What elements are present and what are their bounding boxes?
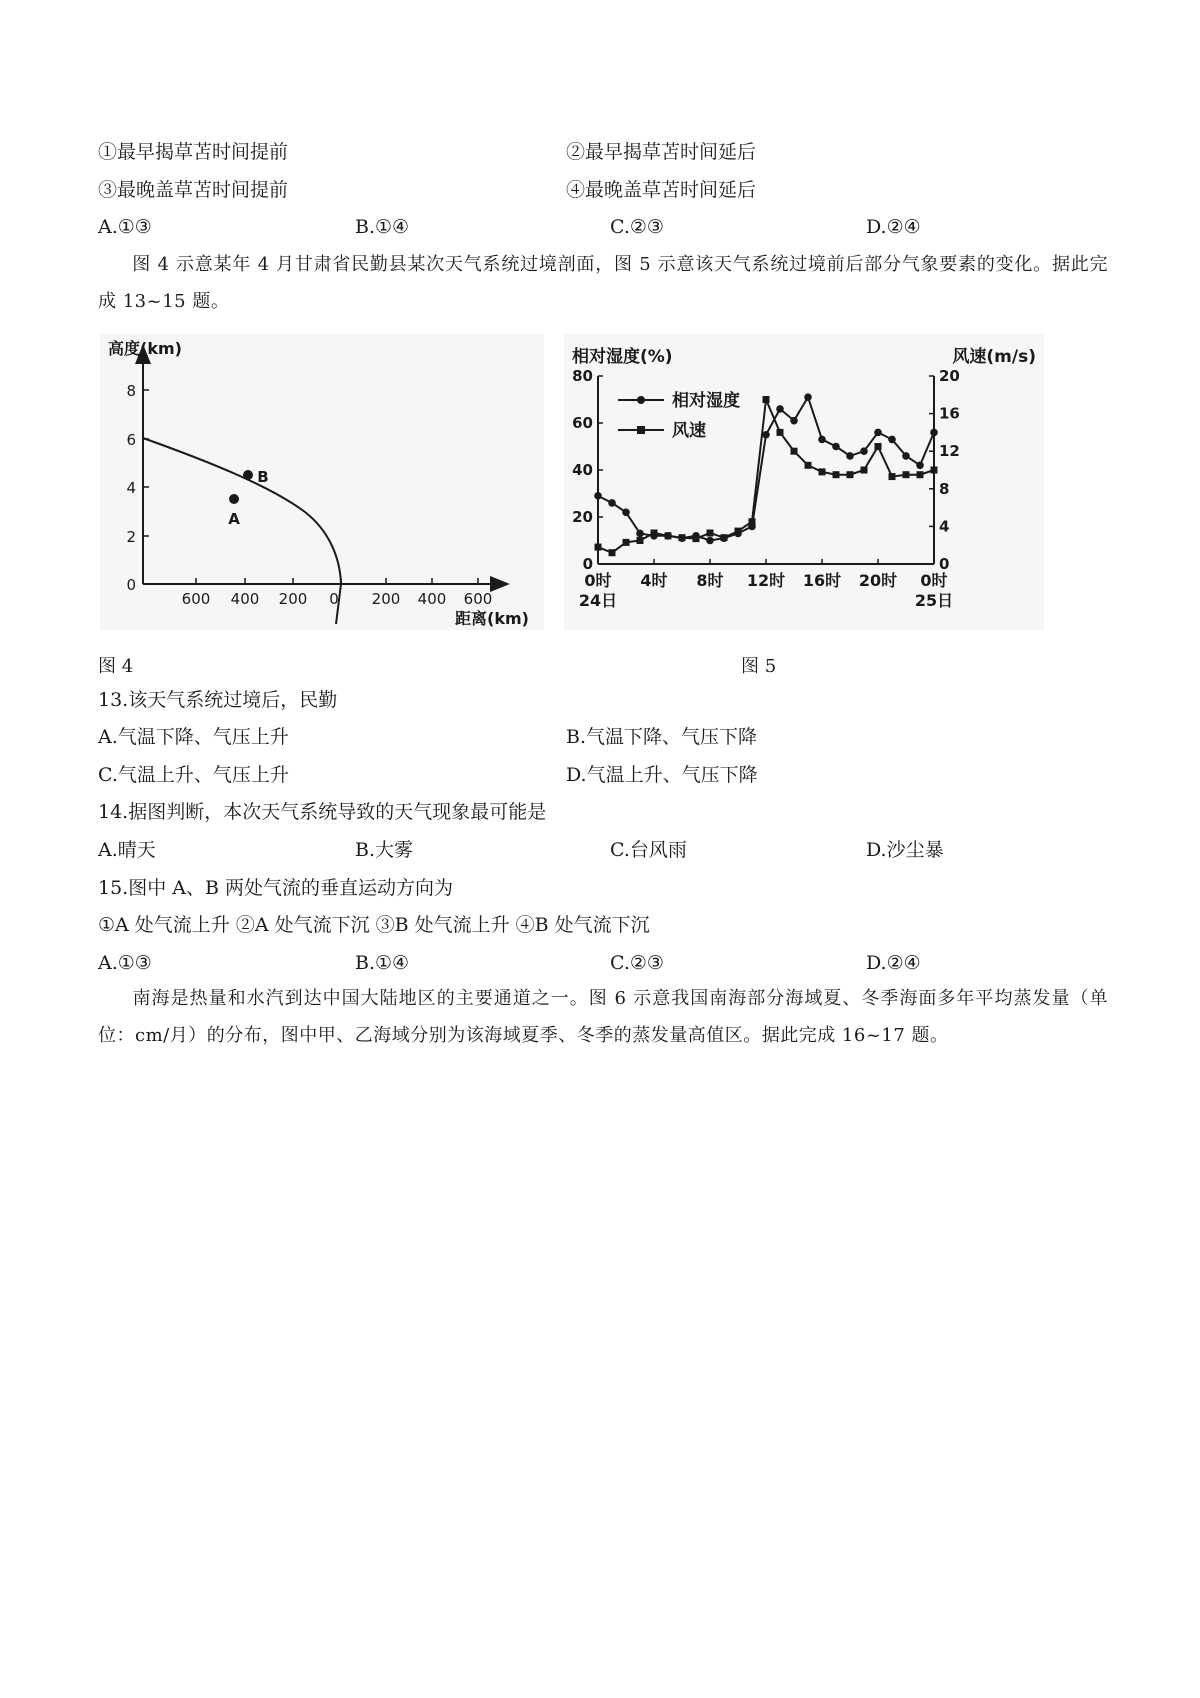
q12-option-4: ④最晚盖草苫时间延后	[566, 179, 757, 201]
q15-sub-options: ①A 处气流上升 ②A 处气流下沉 ③B 处气流上升 ④B 处气流下沉	[98, 914, 650, 936]
q13-option-d: D.气温上升、气压下降	[566, 764, 758, 786]
fig5-left-tick-label: 40	[572, 461, 593, 479]
fig4-xtick-600-left: 600	[181, 590, 211, 608]
fig5-left-tick-label: 60	[572, 414, 593, 432]
intro-13-15-text: 图 4 示意某年 4 月甘肃省民勤县某次天气系统过境剖面，图 5 示意该天气系统过境前后部分气象要素的变化。据此完成 13~15 题。	[98, 254, 1108, 312]
fig4-ylabel: 高度(km)	[108, 339, 182, 358]
fig5-x-tick-label: 8时	[696, 571, 724, 590]
fig5-point-windspeed	[623, 539, 630, 546]
q13-stem: 13.该天气系统过境后，民勤	[98, 689, 338, 711]
fig5-ylabel-right: 风速(m/s)	[952, 347, 1036, 367]
fig5-point-windspeed	[665, 532, 672, 539]
q15-option-c: C.②③	[610, 952, 664, 974]
fig5-point-humidity	[594, 492, 602, 500]
fig5-legend-label: 相对湿度	[672, 391, 740, 411]
q12-answer-a: A.①③	[98, 216, 152, 238]
fig5-point-windspeed	[707, 529, 714, 536]
fig5-point-humidity	[636, 530, 644, 538]
fig5-series-line-0	[598, 397, 934, 540]
fig4-xtick-200-left: 200	[278, 590, 308, 608]
fig4-xtick-0: 0	[329, 590, 339, 608]
intro-16-17	[98, 980, 1108, 1054]
fig5-right-tick-label: 8	[939, 479, 950, 498]
fig5-point-humidity	[804, 393, 812, 401]
fig5-point-windspeed	[903, 471, 910, 478]
fig5-point-humidity	[762, 431, 770, 439]
fig4-label-b: B	[257, 468, 269, 486]
fig4-xtick-400-right: 400	[417, 590, 447, 608]
fig5-point-humidity	[902, 452, 910, 460]
figure-5-caption: 图 5	[741, 656, 777, 677]
fig5-point-windspeed	[875, 443, 882, 450]
fig5-right-tick-label: 0	[939, 555, 950, 573]
fig5-point-windspeed	[819, 468, 826, 475]
intro-13-15	[98, 246, 1108, 320]
fig4-ytick-0: 0	[126, 576, 136, 594]
fig5-x-tick-label: 20时	[858, 571, 898, 590]
fig5-point-windspeed	[651, 529, 658, 536]
q12-option-3: ③最晚盖草苫时间提前	[98, 179, 289, 201]
fig5-point-windspeed	[847, 471, 854, 478]
fig5-point-windspeed	[777, 429, 784, 436]
fig4-ytick-8: 8	[126, 382, 136, 400]
fig4-xtick-400-left: 400	[230, 590, 260, 608]
fig5-point-humidity	[790, 417, 798, 425]
fig5-left-tick-label: 80	[572, 367, 593, 385]
fig5-point-windspeed	[749, 518, 756, 525]
fig5-point-humidity	[860, 447, 868, 455]
fig5-point-humidity	[832, 443, 840, 451]
fig4-point-b	[243, 470, 253, 480]
q13-option-a: A.气温下降、气压上升	[98, 726, 289, 748]
fig4-ytick-4: 4	[126, 479, 136, 497]
q12-option-2: ②最早揭草苫时间延后	[566, 141, 757, 163]
fig5-point-humidity	[776, 405, 784, 413]
q15-option-d: D.②④	[866, 952, 921, 974]
intro-16-17-text: 南海是热量和水汽到达中国大陆地区的主要通道之一。图 6 示意我国南海部分海域夏、冬季海面多年平均蒸发量（单位：cm/月）的分布，图中甲、乙海域分别为该海域夏季、冬季的蒸发量高值区。据此完成 16~17 题。	[98, 988, 1108, 1046]
q12-answer-b: B.①④	[355, 216, 410, 238]
fig5-point-windspeed	[889, 473, 896, 480]
fig5-x-sublabel-25: 25日	[914, 591, 954, 610]
fig5-point-windspeed	[791, 448, 798, 455]
fig4-xtick-600-right: 600	[463, 590, 493, 608]
fig5-right-tick-label: 20	[939, 367, 960, 385]
fig5-point-humidity	[622, 509, 630, 517]
fig5-left-tick-label: 20	[572, 508, 593, 526]
q15-option-a: A.①③	[98, 952, 152, 974]
fig5-point-windspeed	[735, 528, 742, 535]
fig5-x-tick-label: 12时	[746, 571, 786, 590]
fig5-point-windspeed	[861, 467, 868, 474]
fig5-point-humidity	[874, 429, 882, 437]
q14-option-b: B.大雾	[355, 839, 414, 861]
fig5-point-humidity	[846, 452, 854, 460]
fig5-point-windspeed	[931, 467, 938, 474]
q14-option-d: D.沙尘暴	[866, 839, 944, 861]
q14-stem: 14.据图判断，本次天气系统导致的天气现象最可能是	[98, 801, 547, 823]
fig4-xtick-200-right: 200	[371, 590, 401, 608]
figure-5	[564, 334, 1044, 630]
fig5-point-windspeed	[693, 535, 700, 542]
fig5-point-humidity	[930, 429, 938, 437]
q13-option-c: C.气温上升、气压上升	[98, 764, 289, 786]
fig4-xlabel: 距离(km)	[455, 609, 529, 628]
fig4-point-a	[229, 494, 239, 504]
fig5-right-tick-label: 4	[939, 517, 950, 536]
fig4-ytick-6: 6	[126, 431, 136, 449]
fig5-point-windspeed	[679, 534, 686, 541]
figure-4-caption: 图 4	[98, 656, 134, 677]
fig5-series-line-1	[598, 400, 934, 553]
fig5-point-humidity	[818, 436, 826, 444]
q14-option-a: A.晴天	[98, 839, 156, 861]
fig5-point-windspeed	[637, 537, 644, 544]
fig4-label-a: A	[228, 510, 240, 528]
fig5-ylabel-left: 相对湿度(%)	[572, 347, 673, 367]
fig5-legend-label: 风速	[672, 421, 706, 441]
fig5-point-windspeed	[721, 534, 728, 541]
q12-option-1: ①最早揭草苫时间提前	[98, 141, 289, 163]
q14-option-c: C.台风雨	[610, 839, 687, 861]
fig5-right-tick-label: 16	[939, 404, 960, 423]
fig5-point-humidity	[916, 462, 924, 470]
fig5-x-tick-label: 0时	[584, 571, 612, 590]
figure-4	[100, 334, 544, 630]
fig5-x-tick-label: 16时	[802, 571, 842, 590]
q12-answer-c: C.②③	[610, 216, 664, 238]
fig5-right-tick-label: 12	[939, 442, 960, 461]
q13-option-b: B.气温下降、气压下降	[566, 726, 758, 748]
q12-answer-d: D.②④	[866, 216, 921, 238]
fig5-legend-marker-square	[637, 426, 645, 434]
fig5-x-tick-label: 0时	[920, 571, 948, 590]
fig5-point-windspeed	[917, 471, 924, 478]
fig4-ytick-2: 2	[126, 528, 136, 546]
fig5-legend-marker-circle	[637, 396, 645, 404]
fig5-point-humidity	[608, 499, 616, 507]
fig5-x-sublabel-24: 24日	[578, 591, 618, 610]
fig5-point-humidity	[888, 436, 896, 444]
fig5-point-windspeed	[763, 396, 770, 403]
fig5-point-humidity	[706, 537, 714, 545]
fig5-point-windspeed	[595, 544, 602, 551]
q15-stem: 15.图中 A、B 两处气流的垂直运动方向为	[98, 877, 453, 899]
fig5-point-windspeed	[609, 549, 616, 556]
fig5-point-windspeed	[833, 471, 840, 478]
fig5-left-tick-label: 0	[582, 555, 593, 573]
fig5-x-tick-label: 4时	[640, 571, 668, 590]
q15-option-b: B.①④	[355, 952, 410, 974]
fig5-point-windspeed	[805, 462, 812, 469]
